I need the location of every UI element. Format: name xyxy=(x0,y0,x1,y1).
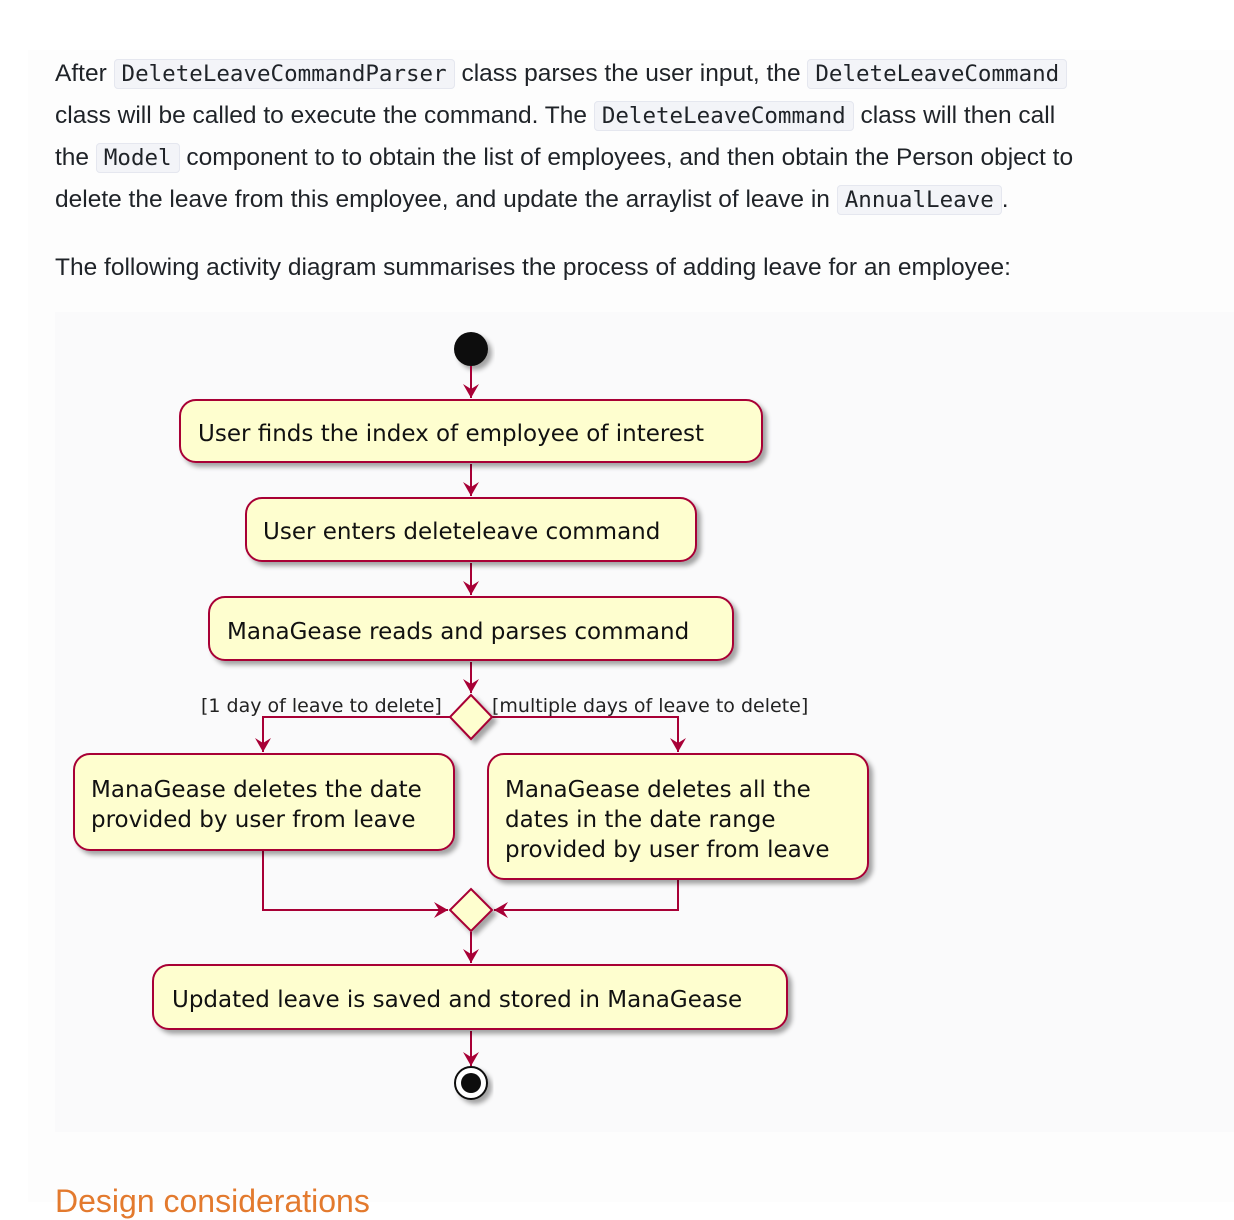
code-delete-leave-command-parser: DeleteLeaveCommandParser xyxy=(114,59,455,89)
paragraph-diagram-intro: The following activity diagram summarises the process of adding leave for an employee: xyxy=(55,254,1011,281)
guard-multiple-days: [multiple days of leave to delete] xyxy=(492,695,809,717)
merge-node xyxy=(450,889,492,931)
start-node xyxy=(454,332,488,366)
decision-node xyxy=(450,695,492,739)
section-heading-design-considerations: Design considerations xyxy=(55,1183,370,1219)
paragraph-implementation: After DeleteLeaveCommandParser class parses the user input, the DeleteLeaveCommand class will be called to execute the command. The DeleteLeaveCommand class will then call the Model component to to obtain the list of employees, and then obtain the Person object to delete the leave from this employee, and update the arraylist of leave in AnnualLeave . xyxy=(55,60,1074,213)
activity-delete-single-line-2: provided by user from leave xyxy=(91,807,416,833)
end-node xyxy=(455,1067,487,1099)
code-model: Model xyxy=(96,143,180,173)
activity-save-leave-label: Updated leave is saved and stored in ManaGease xyxy=(172,987,743,1013)
activity-enter-command-label: User enters deleteleave command xyxy=(263,519,661,545)
activity-parse-command-label: ManaGease reads and parses command xyxy=(227,619,690,645)
activity-delete-range-line-2: dates in the date range xyxy=(505,807,776,833)
activity-delete-single-line-1: ManaGease deletes the date xyxy=(91,777,422,803)
code-annual-leave: AnnualLeave xyxy=(837,185,1002,215)
activity-delete-range-line-1: ManaGease deletes all the xyxy=(505,777,811,803)
guard-single-day: [1 day of leave to delete] xyxy=(201,695,442,717)
code-delete-leave-command: DeleteLeaveCommand xyxy=(807,59,1067,89)
activity-delete-range-line-3: provided by user from leave xyxy=(505,837,830,863)
activity-find-index-label: User finds the index of employee of interest xyxy=(198,421,705,447)
code-delete-leave-command-2: DeleteLeaveCommand xyxy=(594,101,854,131)
